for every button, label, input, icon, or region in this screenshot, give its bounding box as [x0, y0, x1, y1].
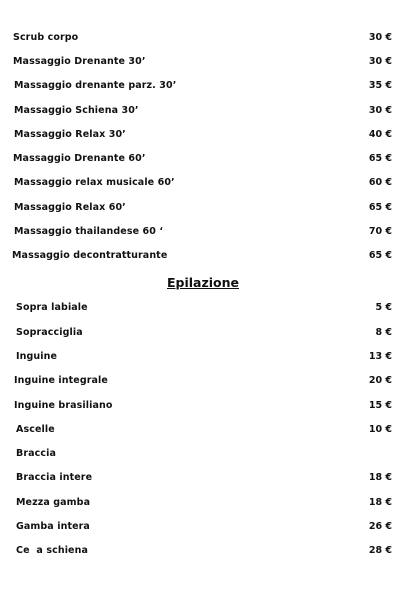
list-item — [0, 78, 406, 94]
item-price: 70 € — [368, 226, 392, 237]
list-item — [0, 248, 406, 264]
item-name: Massaggio thailandese 60 ‘ — [14, 226, 164, 237]
item-name: Mezza gamba — [16, 497, 91, 508]
list-item — [0, 519, 406, 535]
section-title: Epilazione — [166, 275, 239, 290]
item-price: 18 € — [368, 497, 392, 508]
item-name: Ascelle — [16, 424, 55, 435]
list-item — [0, 398, 406, 414]
item-price: 35 € — [368, 80, 392, 91]
item-price: 5 € — [375, 302, 392, 313]
item-name: Inguine integrale — [14, 375, 108, 386]
item-price: 26 € — [368, 521, 392, 532]
list-item — [0, 543, 406, 559]
item-price: 30 € — [368, 56, 392, 67]
item-name: Massaggio Drenante 30’ — [13, 56, 146, 67]
item-name: Ce a schiena — [16, 545, 88, 556]
list-item — [0, 422, 406, 438]
list-item — [0, 446, 406, 462]
list-item — [0, 495, 406, 511]
item-name: Scrub corpo — [13, 32, 79, 43]
item-price: 30 € — [368, 32, 392, 43]
list-item — [0, 200, 406, 216]
item-price: 18 € — [368, 472, 392, 483]
item-name: Braccia intere — [16, 472, 93, 483]
list-item — [0, 151, 406, 167]
item-name: Braccia — [16, 448, 56, 459]
item-name: Massaggio Relax 30’ — [14, 129, 126, 140]
list-item — [0, 349, 406, 365]
list-item — [0, 30, 406, 46]
item-price: 30 € — [368, 105, 392, 116]
item-name: Massaggio drenante parz. 30’ — [14, 80, 177, 91]
item-name: Massaggio Relax 60’ — [14, 202, 126, 213]
list-item — [0, 224, 406, 240]
item-name: Massaggio decontratturante — [12, 250, 168, 261]
item-price: 65 € — [368, 250, 392, 261]
item-name: Inguine brasiliano — [14, 400, 113, 411]
item-price: 65 € — [368, 202, 392, 213]
list-item — [0, 325, 406, 341]
item-name: Inguine — [16, 351, 58, 362]
list-item — [0, 373, 406, 389]
list-item — [0, 127, 406, 143]
list-item — [0, 175, 406, 191]
list-item — [0, 470, 406, 486]
item-price: 20 € — [368, 375, 392, 386]
item-price: 13 € — [368, 351, 392, 362]
item-name: Gamba intera — [16, 521, 90, 532]
item-name: Sopracciglia — [16, 327, 83, 338]
item-price: 10 € — [368, 424, 392, 435]
item-name: Sopra labiale — [16, 302, 88, 313]
item-name: Massaggio relax musicale 60’ — [14, 177, 175, 188]
item-price: 65 € — [368, 153, 392, 164]
item-name: Massaggio Drenante 60’ — [13, 153, 146, 164]
item-name: Massaggio Schiena 30’ — [14, 105, 139, 116]
list-item — [0, 300, 406, 316]
item-price: 60 € — [368, 177, 392, 188]
item-price: 28 € — [368, 545, 392, 556]
list-item — [0, 54, 406, 70]
list-item — [0, 103, 406, 119]
item-price: 15 € — [368, 400, 392, 411]
item-price: 40 € — [368, 129, 392, 140]
item-price: 8 € — [375, 327, 392, 338]
